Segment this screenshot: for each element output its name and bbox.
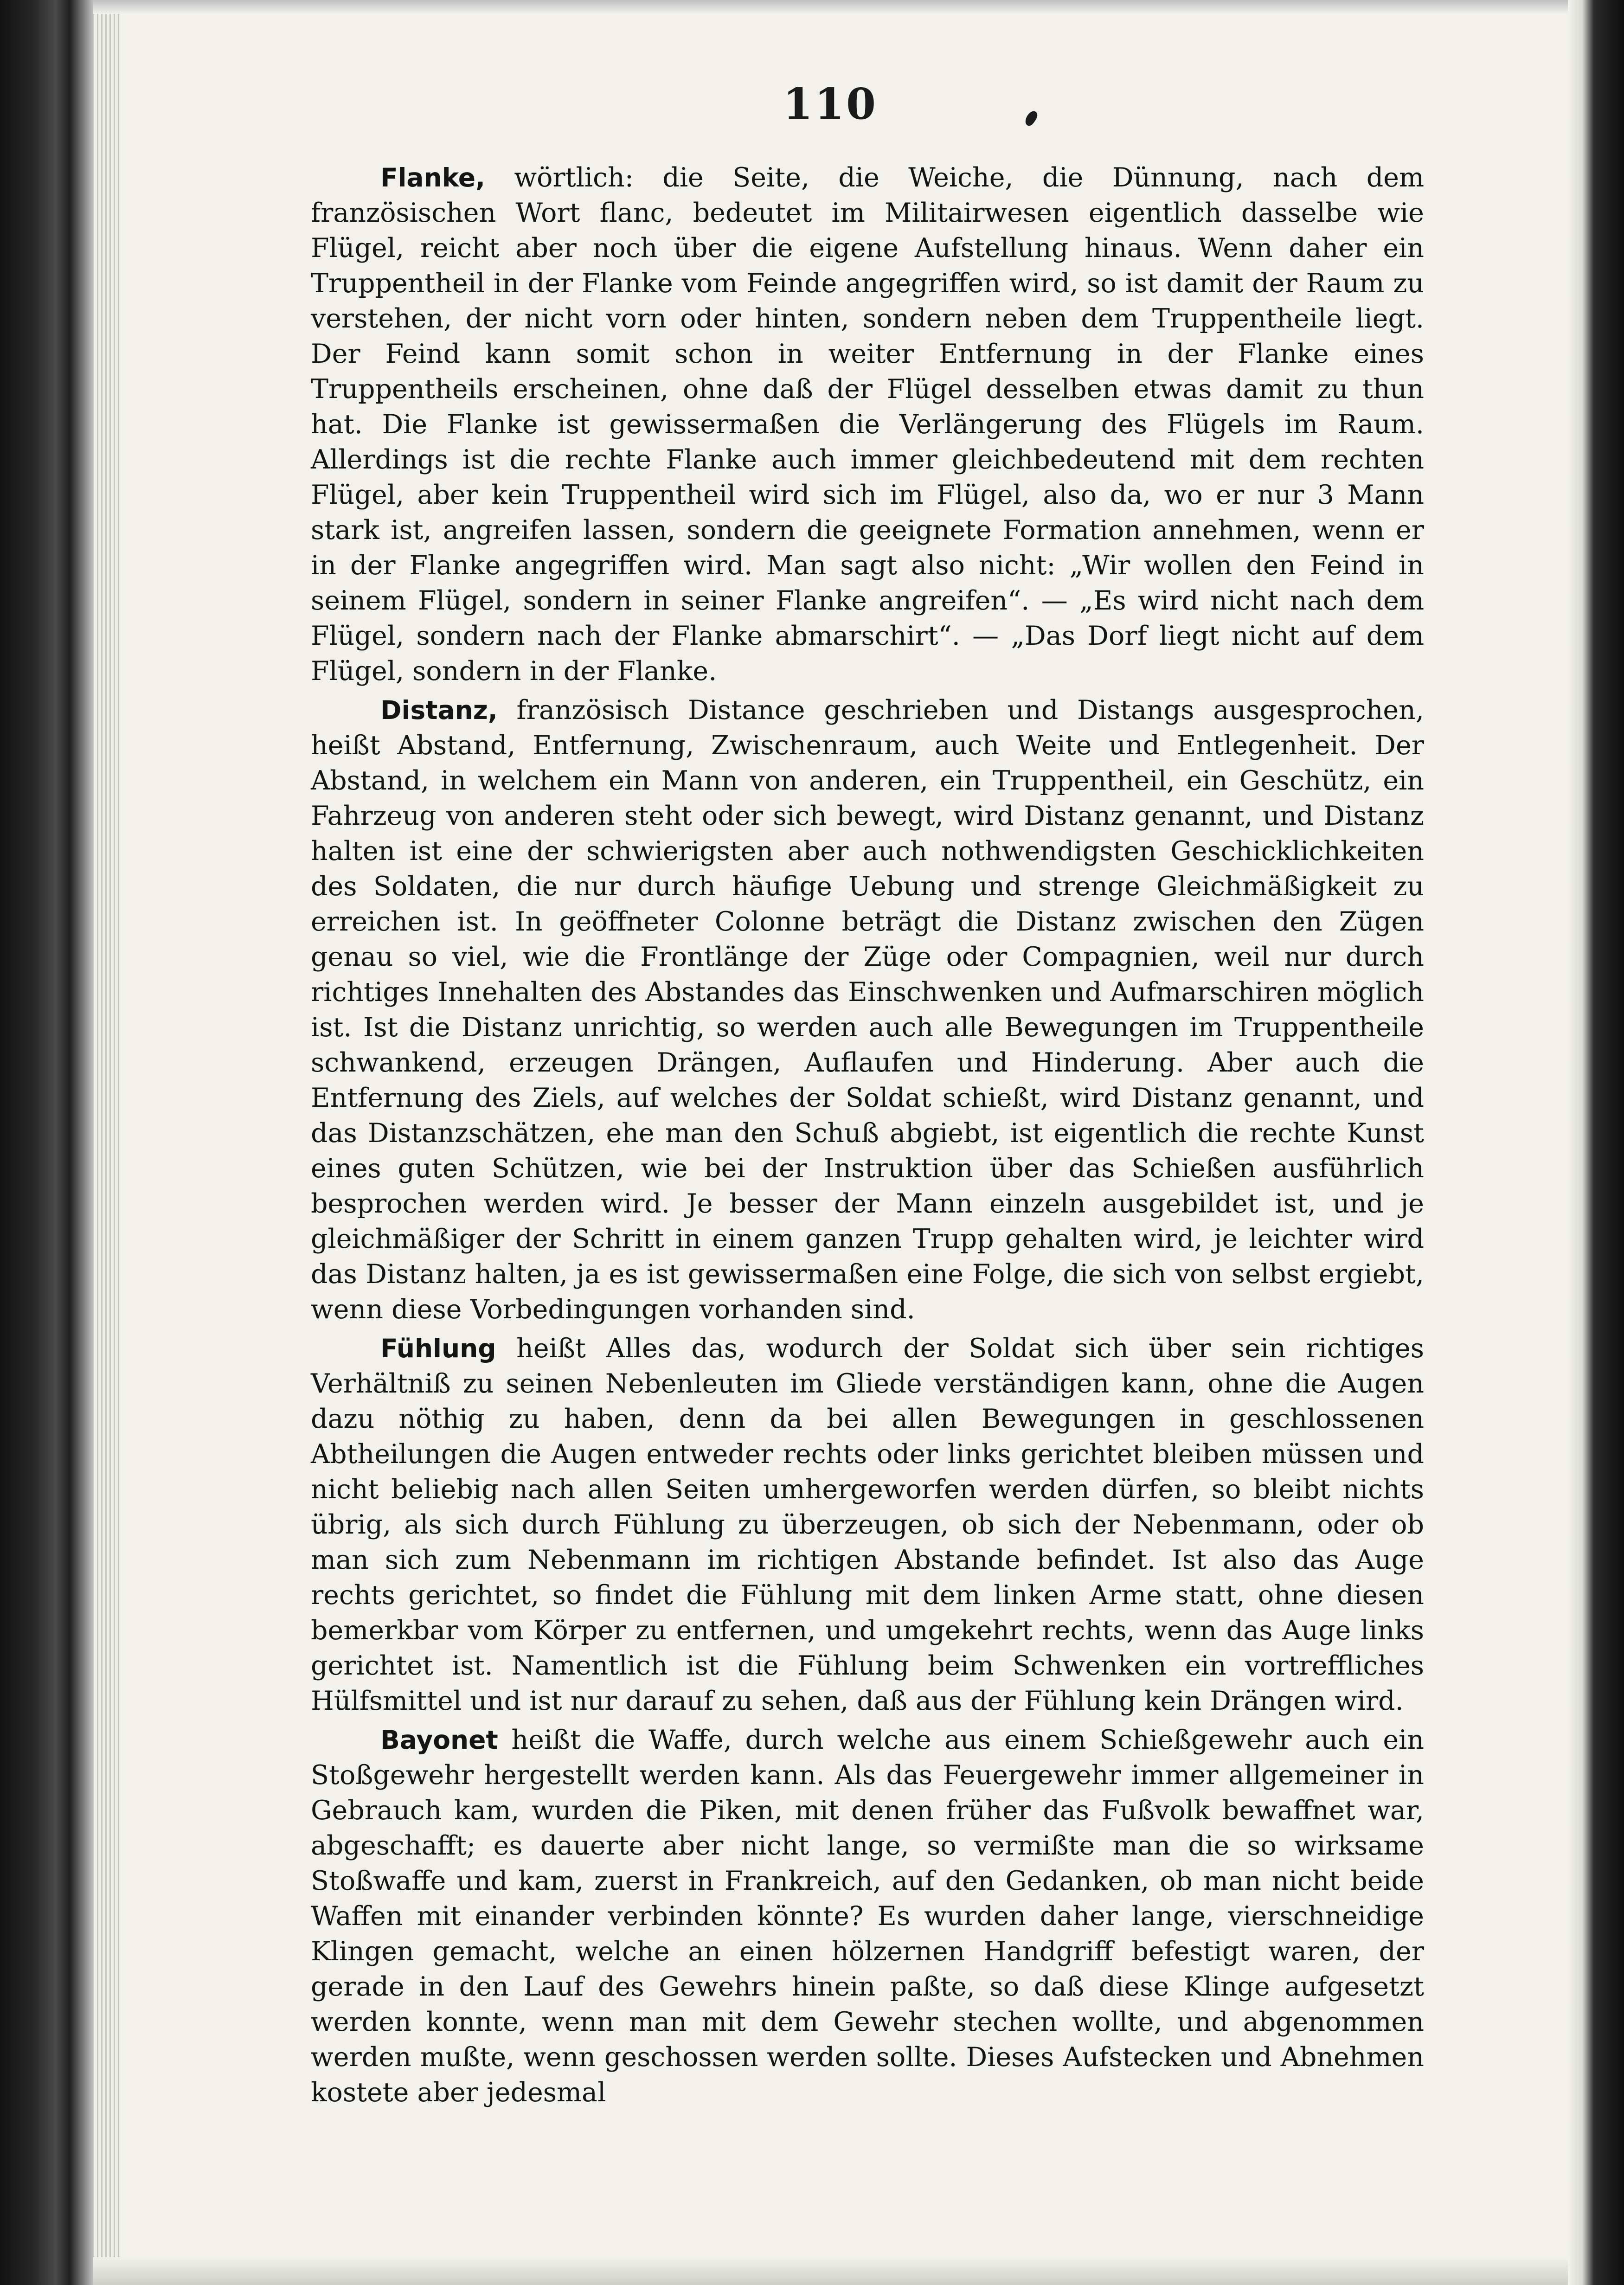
entry-flanke	[311, 160, 1424, 689]
entry-bayonet	[311, 1722, 1424, 2110]
entry-headword: Flanke,	[380, 163, 485, 193]
entry-text: wörtlich: die Seite, die Weiche, die Dünnung, nach dem französischen Wort flanc, bedeutet im Militairwesen eigentlich dasselbe wie Flügel, reicht aber noch über die eigene Aufstellung hinaus. Wenn daher ein Truppentheil in der Flanke vom Feinde angegriffen wird, so ist damit der Raum zu verstehen, der nicht vorn oder hinten, sondern neben dem Truppentheile liegt. Der Feind kann somit schon in weiter Entfernung in der Flanke eines Truppentheils erscheinen, ohne daß der Flügel desselben etwas damit zu thun hat. Die Flanke ist gewissermaßen die Verlängerung des Flügels im Raum. Allerdings ist die rechte Flanke auch immer gleichbedeutend mit dem rechten Flügel, aber kein Truppentheil wird sich im Flügel, also da, wo er nur 3 Mann stark ist, angreifen lassen, sondern die geeignete Formation annehmen, wenn er in der Flanke angegriffen wird. Man sagt also nicht: „Wir wollen den Feind in seinem Flügel, sondern in seiner Flanke angreifen“. — „Es wird nicht nach dem Flügel, sondern nach der Flanke abmarschirt“. — „Das Dorf liegt nicht auf dem Flügel, sondern in der Flanke.	[311, 162, 1424, 687]
page-number: 110	[783, 79, 878, 129]
page-top-shadow	[93, 0, 1568, 14]
entry-text: französisch Distance geschrieben und Distangs ausgesprochen, heißt Abstand, Entfernung, Zwischenraum, auch Weite und Entlegenheit. Der Abstand, in welchem ein Mann von anderen, ein Truppentheil, ein Geschütz, ein Fahrzeug von anderen steht oder sich bewegt, wird Distanz genannt, und Distanz halten ist eine der schwierigsten aber auch nothwendigsten Geschicklichkeiten des Soldaten, die nur durch häufige Uebung und strenge Gleichmäßigkeit zu erreichen ist. In geöffneter Colonne beträgt die Distanz zwischen den Zügen genau so viel, wie die Frontlänge der Züge oder Compagnien, weil nur durch richtiges Innehalten des Abstandes das Einschwenken und Aufmarschiren möglich ist. Ist die Distanz unrichtig, so werden auch alle Bewegungen im Truppentheile schwankend, erzeugen Drängen, Auflaufen und Hinderung. Aber auch die Entfernung des Ziels, auf welches der Soldat schießt, wird Distanz genannt, und das Distanzschätzen, ehe man den Schuß abgiebt, ist eigentlich die rechte Kunst eines guten Schützen, wie bei der Instruktion über das Schießen ausführlich besprochen werden wird. Je besser der Mann einzeln ausgebildet ist, und je gleichmäßiger der Schritt in einem ganzen Trupp gehalten wird, je leichter wird das Distanz halten, ja es ist gewissermaßen eine Folge, die sich von selbst ergiebt, wenn diese Vorbedingungen vorhanden sind.	[311, 695, 1424, 1325]
book-gutter	[0, 0, 93, 2285]
page-bottom-shadow	[93, 2257, 1568, 2285]
ink-mark	[1023, 109, 1040, 127]
entry-text: heißt die Waffe, durch welche aus einem Schießgewehr auch ein Stoßgewehr hergestellt werden kann. Als das Feuergewehr immer allgemeiner in Gebrauch kam, wurden die Piken, mit denen früher das Fußvolk bewaffnet war, abgeschafft; es dauerte aber nicht lange, so vermißte man die so wirksame Stoßwaffe und kam, zuerst in Frankreich, auf den Gedanken, ob man nicht beide Waffen mit einander verbinden könnte? Es wurden daher lange, vierschneidige Klingen gemacht, welche an einen hölzernen Handgriff befestigt waren, der gerade in den Lauf des Gewehrs hinein paßte, so daß diese Klinge aufgesetzt werden konnte, wenn man mit dem Gewehr stechen wollte, und abgenommen werden mußte, wenn geschossen werden sollte. Dieses Aufstecken und Abnehmen kostete aber jedesmal	[311, 1725, 1424, 2108]
page-stack-edges	[93, 0, 121, 2285]
entry-headword: Distanz,	[380, 695, 498, 725]
entry-headword: Bayonet	[380, 1725, 498, 1755]
entry-fuehlung	[311, 1331, 1424, 1719]
entry-headword: Fühlung	[380, 1334, 496, 1363]
entry-text: heißt Alles das, wodurch der Soldat sich über sein richtiges Verhältniß zu seinen Nebenleuten im Gliede verständigen kann, ohne die Augen dazu nöthig zu haben, denn da bei allen Bewegungen in geschlossenen Abtheilungen die Augen entweder rechts oder links gerichtet bleiben müssen und nicht beliebig nach allen Seiten umhergeworfen werden dürfen, so bleibt nichts übrig, als sich durch Fühlung zu überzeugen, ob sich der Nebenmann, oder ob man sich zum Nebenmann im richtigen Abstande befindet. Ist also das Auge rechts gerichtet, so findet die Fühlung mit dem linken Arme statt, ohne diesen bemerkbar vom Körper zu entfernen, und umgekehrt rechts, wenn das Auge links gerichtet ist. Namentlich ist die Fühlung beim Schwenken ein vortreffliches Hülfsmittel und ist nur darauf zu sehen, daß aus der Fühlung kein Drängen wird.	[311, 1333, 1424, 1716]
entry-distanz	[311, 693, 1424, 1327]
page-right-edge	[1568, 0, 1624, 2285]
text-block	[311, 160, 1424, 2108]
